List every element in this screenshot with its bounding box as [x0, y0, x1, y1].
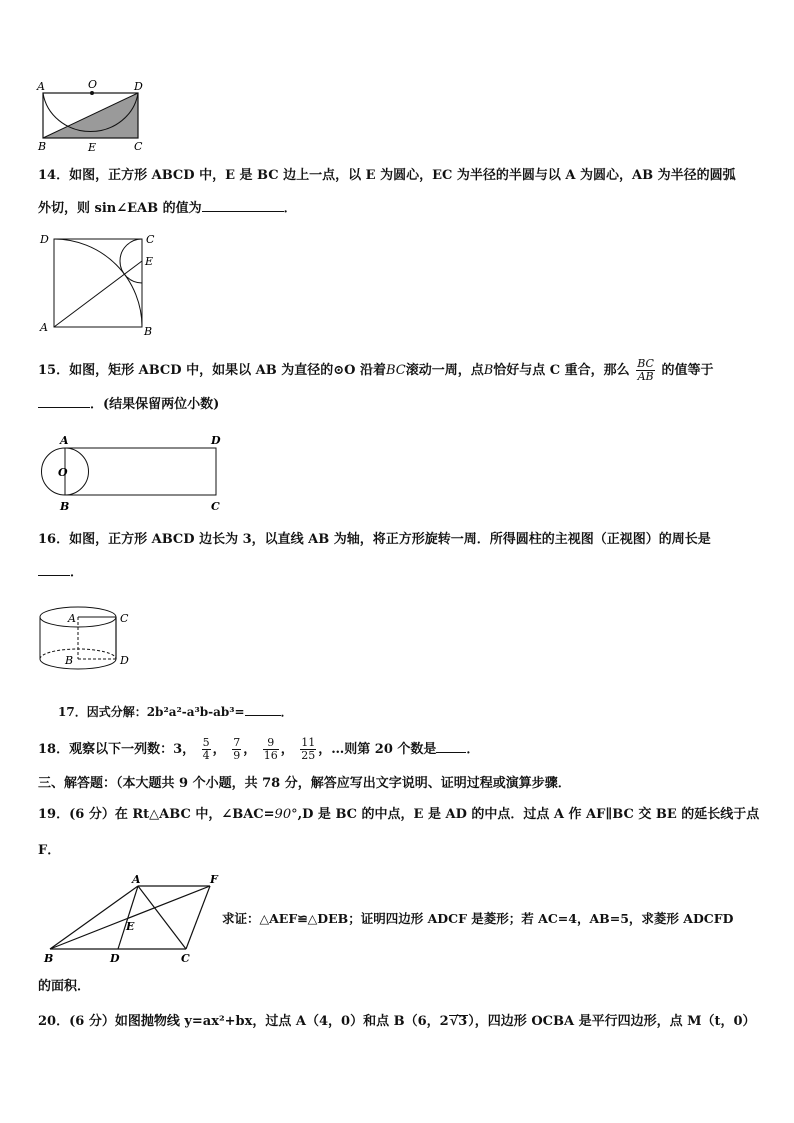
label-c: C [146, 233, 155, 246]
q17-answer-blank[interactable] [245, 703, 281, 716]
label-b: B [44, 952, 54, 965]
q20-line1 [38, 1013, 756, 1031]
label-o: O [88, 78, 98, 91]
q15-text-b: 滚动一周，点 [405, 363, 484, 378]
segment-ab [50, 886, 138, 949]
q15-line2-text: ．(结果保留两位小数) [90, 397, 220, 412]
q19-line1 [38, 806, 759, 824]
q16-line2-end: ． [70, 565, 84, 580]
q18-frac-3: $\frac{9}{16}$ [263, 736, 278, 762]
q18-answer-blank[interactable] [436, 740, 466, 753]
q14-line2-end: ． [283, 201, 297, 216]
label-d: D [120, 654, 129, 667]
label-o: O [58, 466, 68, 479]
label-d: D [134, 80, 143, 93]
q15-text-c: 恰好与点 C 重合，那么 [493, 363, 630, 378]
q15-answer-blank[interactable] [38, 395, 90, 408]
rectangle-abcd [65, 448, 216, 495]
label-e: E [88, 141, 97, 152]
segment-ad [118, 886, 138, 949]
q18-text-post: ，…则第 20 个数是 [318, 742, 437, 757]
q16-answer-blank[interactable] [38, 563, 70, 576]
q19-text-b: ,D 是 BC 的中点，E 是 AD 的中点．过点 A 作 AF∥BC 交 BE 的延长线于点 [297, 807, 760, 822]
q15-bc: BC [385, 363, 406, 378]
label-c: C [134, 140, 143, 152]
segment-ae [54, 261, 142, 327]
q15-b: B [483, 363, 494, 378]
label-d: D [40, 233, 49, 246]
figure-q16 [38, 592, 138, 686]
section-3-heading: 三、解答题：（本大题共 9 个小题，共 78 分，解答应写出文字说明、证明过程或演算步骤． [38, 776, 571, 791]
q17-text: 17．因式分解：2b²a²-a³b-ab³= [58, 705, 245, 719]
q18-end: ． [466, 742, 480, 757]
label-e: E [145, 255, 154, 268]
q14-line1: 14．如图，正方形 ABCD 中，E 是 BC 边上一点，以 E 为圆心，EC 为半径的半圆与以 A 为圆心，AB 为半径的圆弧 [38, 168, 736, 183]
q19-line2: F． [38, 843, 61, 858]
square-abcd [54, 239, 142, 327]
figure-q19 [38, 874, 224, 966]
q18-frac-2: $\frac{7}{9}$ [233, 736, 241, 762]
segment-ac [138, 886, 186, 949]
q16-line2 [38, 563, 83, 582]
label-a: A [132, 874, 141, 886]
q18-line: 18．观察以下一列数：3， $\frac{5}{4}$ ， $\frac{7}{9}$ ， $\frac{9}{16}$ ， $\frac{11}{25}$ ，…则第 20 个数是 ． [38, 736, 480, 762]
q20-text-a: 20．(6 分）如图抛物线 y=ax²+bx，过点 A（4，0）和点 B（6，2 [38, 1014, 449, 1029]
label-c: C [181, 952, 190, 965]
label-e: E [126, 920, 135, 933]
label-b: B [144, 325, 153, 338]
figure-q15 [38, 432, 228, 516]
q14-line2 [38, 199, 297, 218]
segment-fc [186, 886, 210, 949]
q19-side-text: 求证：△AEF≌△DEB；证明四边形 ADCF 是菱形；若 AC=4，AB=5，求菱形 ADCFD [222, 911, 734, 926]
q19-line3: 的面积． [38, 979, 91, 994]
label-d: D [211, 434, 221, 447]
q17-line [58, 703, 293, 721]
label-a: A [68, 612, 76, 625]
arc-centered-a [54, 239, 142, 327]
label-c: C [211, 500, 220, 513]
q20-sqrt: √3 [449, 1014, 468, 1029]
label-b: B [38, 140, 47, 152]
q20-text-b: ），四边形 OCBA 是平行四边形，点 M（t，0） [468, 1014, 756, 1029]
q15-text-a: 15．如图，矩形 ABCD 中，如果以 AB 为直径的⊙O 沿着 [38, 363, 386, 378]
q15-fraction: $\frac{BC}{AB}$ [637, 357, 654, 383]
q19-angle: 90° [274, 807, 298, 822]
label-d: D [110, 952, 120, 965]
label-a: A [37, 80, 45, 93]
q15-line2 [38, 395, 219, 414]
q16-line1: 16．如图，正方形 ABCD 边长为 3，以直线 AB 为轴，将正方形旋转一周．所得圆柱的主视图（正视图）的周长是 [38, 532, 711, 547]
label-a: A [40, 321, 48, 334]
figure-q13 [34, 78, 146, 152]
semicircle-centered-e [120, 239, 142, 283]
cylinder-bottom-front [40, 659, 116, 669]
label-b: B [65, 654, 74, 667]
q17-end: ． [280, 705, 293, 719]
segment-bf [50, 886, 210, 949]
q19-text-a: 19．(6 分）在 Rt△ABC 中，∠BAC= [38, 807, 275, 822]
label-a: A [60, 434, 69, 447]
label-b: B [60, 500, 70, 513]
q15-line1 [38, 358, 713, 383]
q18-frac-1: $\frac{5}{4}$ [202, 736, 210, 762]
q14-answer-blank[interactable] [202, 199, 284, 212]
figure-q14 [38, 230, 162, 338]
q18-text: 18．观察以下一列数：3， [38, 742, 196, 757]
q14-line2-text: 外切，则 sin∠EAB 的值为 [38, 201, 202, 216]
label-c: C [120, 612, 129, 625]
label-f: F [210, 874, 218, 886]
q15-text-d: 的值等于 [661, 363, 714, 378]
center-point-o [90, 91, 94, 95]
q18-frac-4: $\frac{11}{25}$ [301, 736, 316, 762]
